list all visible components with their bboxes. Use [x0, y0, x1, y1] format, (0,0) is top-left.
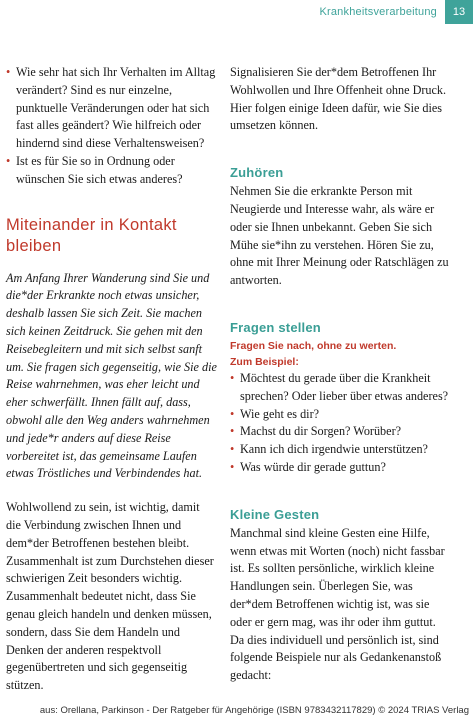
list-item: • Machst du dir Sorgen? Worüber?	[230, 423, 449, 441]
gesten-text: Manchmal sind kleine Gesten eine Hilfe, wenn etwas mit Worten (noch) nicht fassbar ist. Es sollten persönliche, wirklich kleine Handlungen sein. Überlegen Sie, was der*dem Betroffenen wichtig ist, was sie oder er gern mag, was ihr oder ihm guttut. Da dies individuell und persönlich ist, sind folgende Beispiele nur als Gedankenanstoß gedacht:	[230, 525, 445, 683]
page-header	[319, 0, 473, 24]
body-paragraph: Wohlwollend zu sein, ist wichtig, damit die Verbindung zwischen Ihnen und dem*der Betroffenen bestehen bleibt. Zusammenhalt ist zum Durchstehen dieser schwierigen Zeit besonders wichtig. Zusammenhalt bedeutet nicht, dass Sie genau gleich handeln und denken müssen, sondern, dass Sie dem Handeln und Denken der anderen respektvoll gegenübertreten und sich gegenseitig stützen.	[6, 500, 214, 693]
section-heading: Miteinander in Kontakt bleiben	[6, 215, 177, 255]
fragen-section	[230, 319, 449, 477]
intro-paragraph: Am Anfang Ihrer Wanderung sind Sie und die*der Erkrankte noch etwas unsicher, deshalb lassen Sie sich Zeit. Sie machen sich keinen Zeitdruck. Sie gehen mit den Reisebegleitern und mit sich selbst sanft um. Sie fragen sich gegenseitig, wie Sie die Reise wahrnehmen, was eher leicht und eher schwerfällt. Ihnen fällt auf, dass, obwohl alle den Weg anders wahrnehmen und jede*r anders auf diese Reise vorbereitet ist, das gemeinsame Laufen etwas Tröstliches und Verbindendes hat.	[6, 270, 217, 481]
left-column	[6, 64, 217, 695]
list-item: • Möchtest du gerade über die Krankheit sprechen? Oder lieber über etwas anderes?	[230, 370, 449, 406]
subheading-fragen: Fragen stellen	[230, 319, 321, 335]
list-item: • Wie geht es dir?	[230, 406, 449, 424]
zuhoeren-text: Nehmen Sie die erkrankte Person mit Neugierde und Interesse wahr, als wäre er oder sie Ihnen unbekannt. Geben Sie sich Mühe sie*ihn zu verstehen. Hören Sie zu, ohne mit Ihrer Meinung oder Ratschlägen zu antworten.	[230, 184, 449, 288]
list-item: • Was würde dir gerade guttun?	[230, 459, 449, 477]
list-item: • Ist es für Sie so in Ordnung oder wünschen Sie sich etwas anderes?	[6, 153, 217, 189]
citation-footer: aus: Orellana, Parkinson - Der Ratgeber für Angehörige (ISBN 9783432117829) © 2024 TRIAS Verlag	[39, 705, 469, 716]
list-item: • Wie sehr hat sich Ihr Verhalten im Alltag verändert? Sind es nur einzelne, punktuelle Veränderungen oder hat sich fast alles geändert? Wie hilfreich oder hindernd sind diese Verhaltensweisen?	[6, 64, 217, 153]
question-list	[6, 64, 217, 189]
running-head: Krankheitsverarbeitung	[319, 6, 437, 18]
page-number: 13	[445, 0, 473, 24]
subheading-zuhoeren: Zuhören	[230, 165, 284, 181]
gesten-section	[230, 506, 449, 685]
example-question-list	[230, 370, 449, 477]
right-column	[230, 64, 449, 685]
zuhoeren-section	[230, 164, 449, 290]
subheading-gesten: Kleine Gesten	[230, 506, 320, 522]
example-label: Zum Beispiel:	[230, 355, 299, 368]
intro-paragraph: Signalisieren Sie der*dem Betroffenen Ihr Wohlwollen und Ihre Offenheit ohne Druck. Hier folgen einige Ideen dafür, wie Sie dies umsetzen können.	[230, 65, 447, 133]
fragen-instruction: Fragen Sie nach, ohne zu werten.	[230, 339, 397, 352]
list-item: • Kann ich dich irgendwie unterstützen?	[230, 441, 449, 459]
